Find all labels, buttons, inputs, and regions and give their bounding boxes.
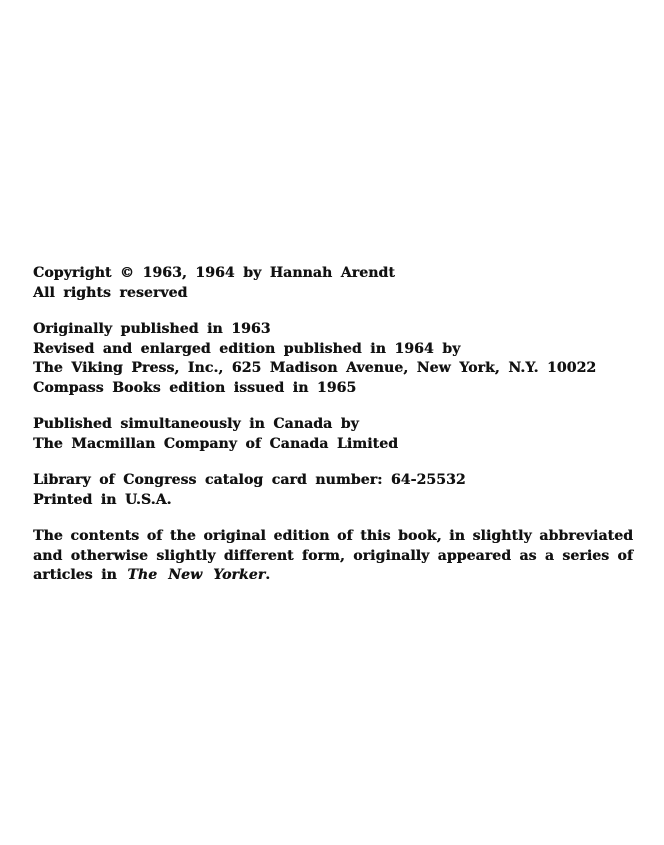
- paragraph-copyright-notice: [33, 264, 633, 303]
- text-line-compass-books: Compass Books edition issued in 1965: [33, 379, 357, 396]
- text-line-library-of-congress: Library of Congress catalog card number: 64-25532: [33, 472, 466, 488]
- text-line-contents-note-1: The contents of the original edition of this book, in slightly abbreviated: [33, 528, 633, 544]
- text-line-originally-published: Originally published in 1963: [33, 321, 271, 337]
- paragraph-catalog-and-printing: [33, 471, 633, 510]
- text-line-revised-edition: Revised and enlarged edition published in 1964 by: [33, 340, 461, 357]
- text-line-contents-note-2: and otherwise slightly different form, originally appeared as a series of: [33, 547, 633, 564]
- text-line-printed-usa: Printed in U.S.A.: [33, 491, 172, 508]
- text-line-viking-press-address: The Viking Press, Inc., 625 Madison Avenue, New York, N.Y. 10022: [33, 360, 597, 376]
- text-line-copyright: Copyright © 1963, 1964 by Hannah Arendt: [33, 265, 395, 281]
- paragraph-edition-history: [33, 320, 633, 398]
- paragraph-original-appearance-note: [33, 527, 633, 586]
- text-line-new-yorker: [33, 566, 633, 586]
- copyright-text-block: [33, 264, 633, 586]
- text-line-published-canada: Published simultaneously in Canada by: [33, 416, 359, 432]
- new-yorker-line-prefix: articles in: [33, 567, 126, 583]
- new-yorker-line-suffix: .: [265, 567, 271, 583]
- text-line-macmillan-company: The Macmillan Company of Canada Limited: [33, 435, 398, 452]
- paragraph-canada-publication: [33, 415, 633, 454]
- text-line-rights-reserved: All rights reserved: [33, 284, 188, 301]
- new-yorker-title-italic: The New Yorker: [127, 567, 266, 583]
